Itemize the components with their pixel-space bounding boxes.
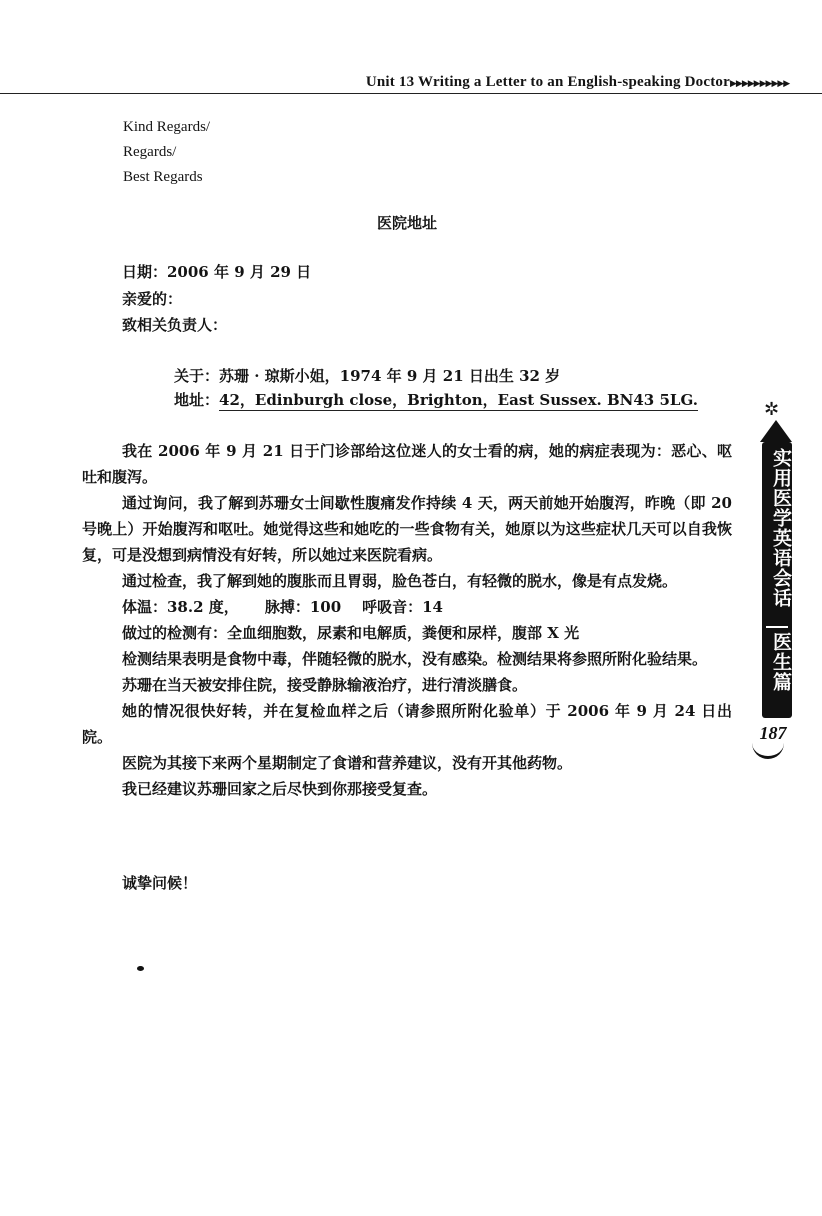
address-line [174, 390, 698, 410]
regards-option: Best Regards [123, 169, 203, 185]
ink-dot [137, 966, 144, 971]
running-header-title: Unit 13 Writing a Letter to an English-speaking Doctor [365, 74, 730, 90]
body-paragraph: 我在 2006 年 9 月 21 日于门诊部给这位迷人的女士看的病，她的病症表现为：恶心、呕吐和腹泻。 [82, 442, 732, 486]
body-paragraph: 检测结果表明是食物中毒，伴随轻微的脱水，没有感染。检测结果将参照所附化验结果。 [122, 650, 708, 668]
regards-option: Kind Regards/ [123, 119, 211, 135]
body-paragraph: 通过询问，我了解到苏珊女士间歇性腹痛发作持续 4 天，两天前她开始腹泻，昨晚（即 20 号晚上）开始腹泻和呕吐。她觉得这些和她吃的一些食物有关，她原以为这些症状几天可以自我恢复，可是没想到病情没有好转，所以她过来医院看病。 [82, 494, 732, 564]
regards-options [123, 115, 210, 190]
header-arrow-decoration: ▶▶▶▶▶▶▶▶▶▶ [730, 79, 790, 89]
about-line [174, 366, 560, 386]
header-rule [0, 93, 822, 94]
letter-recipient: 致相关负责人： [122, 316, 228, 334]
body-paragraph: 做过的检测有：全血细胞数，尿素和电解质，粪便和尿样，腹部 X 光 [122, 624, 580, 642]
about-label: 关于： [174, 367, 220, 385]
body-paragraph: 医院为其接下来两个星期制定了食谱和营养建议，没有开其他药物。 [122, 754, 573, 772]
about-value: 苏珊 · 琼斯小姐，1974 年 9 月 21 日出生 32 岁 [219, 367, 561, 385]
letter-title: 医院地址 [377, 214, 438, 232]
side-tab-divider [766, 626, 788, 628]
body-paragraph: 体温：38.2 度， 脉搏：100 呼吸音：14 [122, 598, 443, 616]
sparkle-icon: ✲ [764, 399, 780, 420]
address-value: 42，Edinburgh close，Brighton，East Sussex. BN43 5LG. [219, 391, 698, 409]
body-paragraph: 她的情况很快好转，并在复检血样之后（请参照所附化验单）于 2006 年 9 月 24 日出院。 [82, 702, 732, 746]
body-paragraph: 通过检查，我了解到她的腹胀而且胃弱，脸色苍白，有轻微的脱水，像是有点发烧。 [122, 572, 678, 590]
arrow-up-icon [760, 420, 792, 442]
body-paragraph: 我已经建议苏珊回家之后尽快到你那接受复查。 [122, 780, 438, 798]
body-paragraph: 苏珊在当天被安排住院，接受静脉输液治疗，进行清淡膳食。 [122, 676, 528, 694]
letter-date: 日期：2006 年 9 月 29 日 [122, 263, 312, 281]
side-section-tab [758, 400, 796, 770]
side-tab-book-title: 实用医学英语会话 [770, 448, 792, 608]
letter-body [82, 438, 732, 802]
side-tab-volume: 医生篇 [770, 632, 792, 692]
regards-option: Regards/ [123, 144, 177, 160]
page-number: 187 [759, 723, 787, 743]
letter-closing: 诚挚问候！ [122, 874, 198, 892]
letter-salutation: 亲爱的： [122, 290, 183, 308]
address-label: 地址： [174, 391, 220, 409]
